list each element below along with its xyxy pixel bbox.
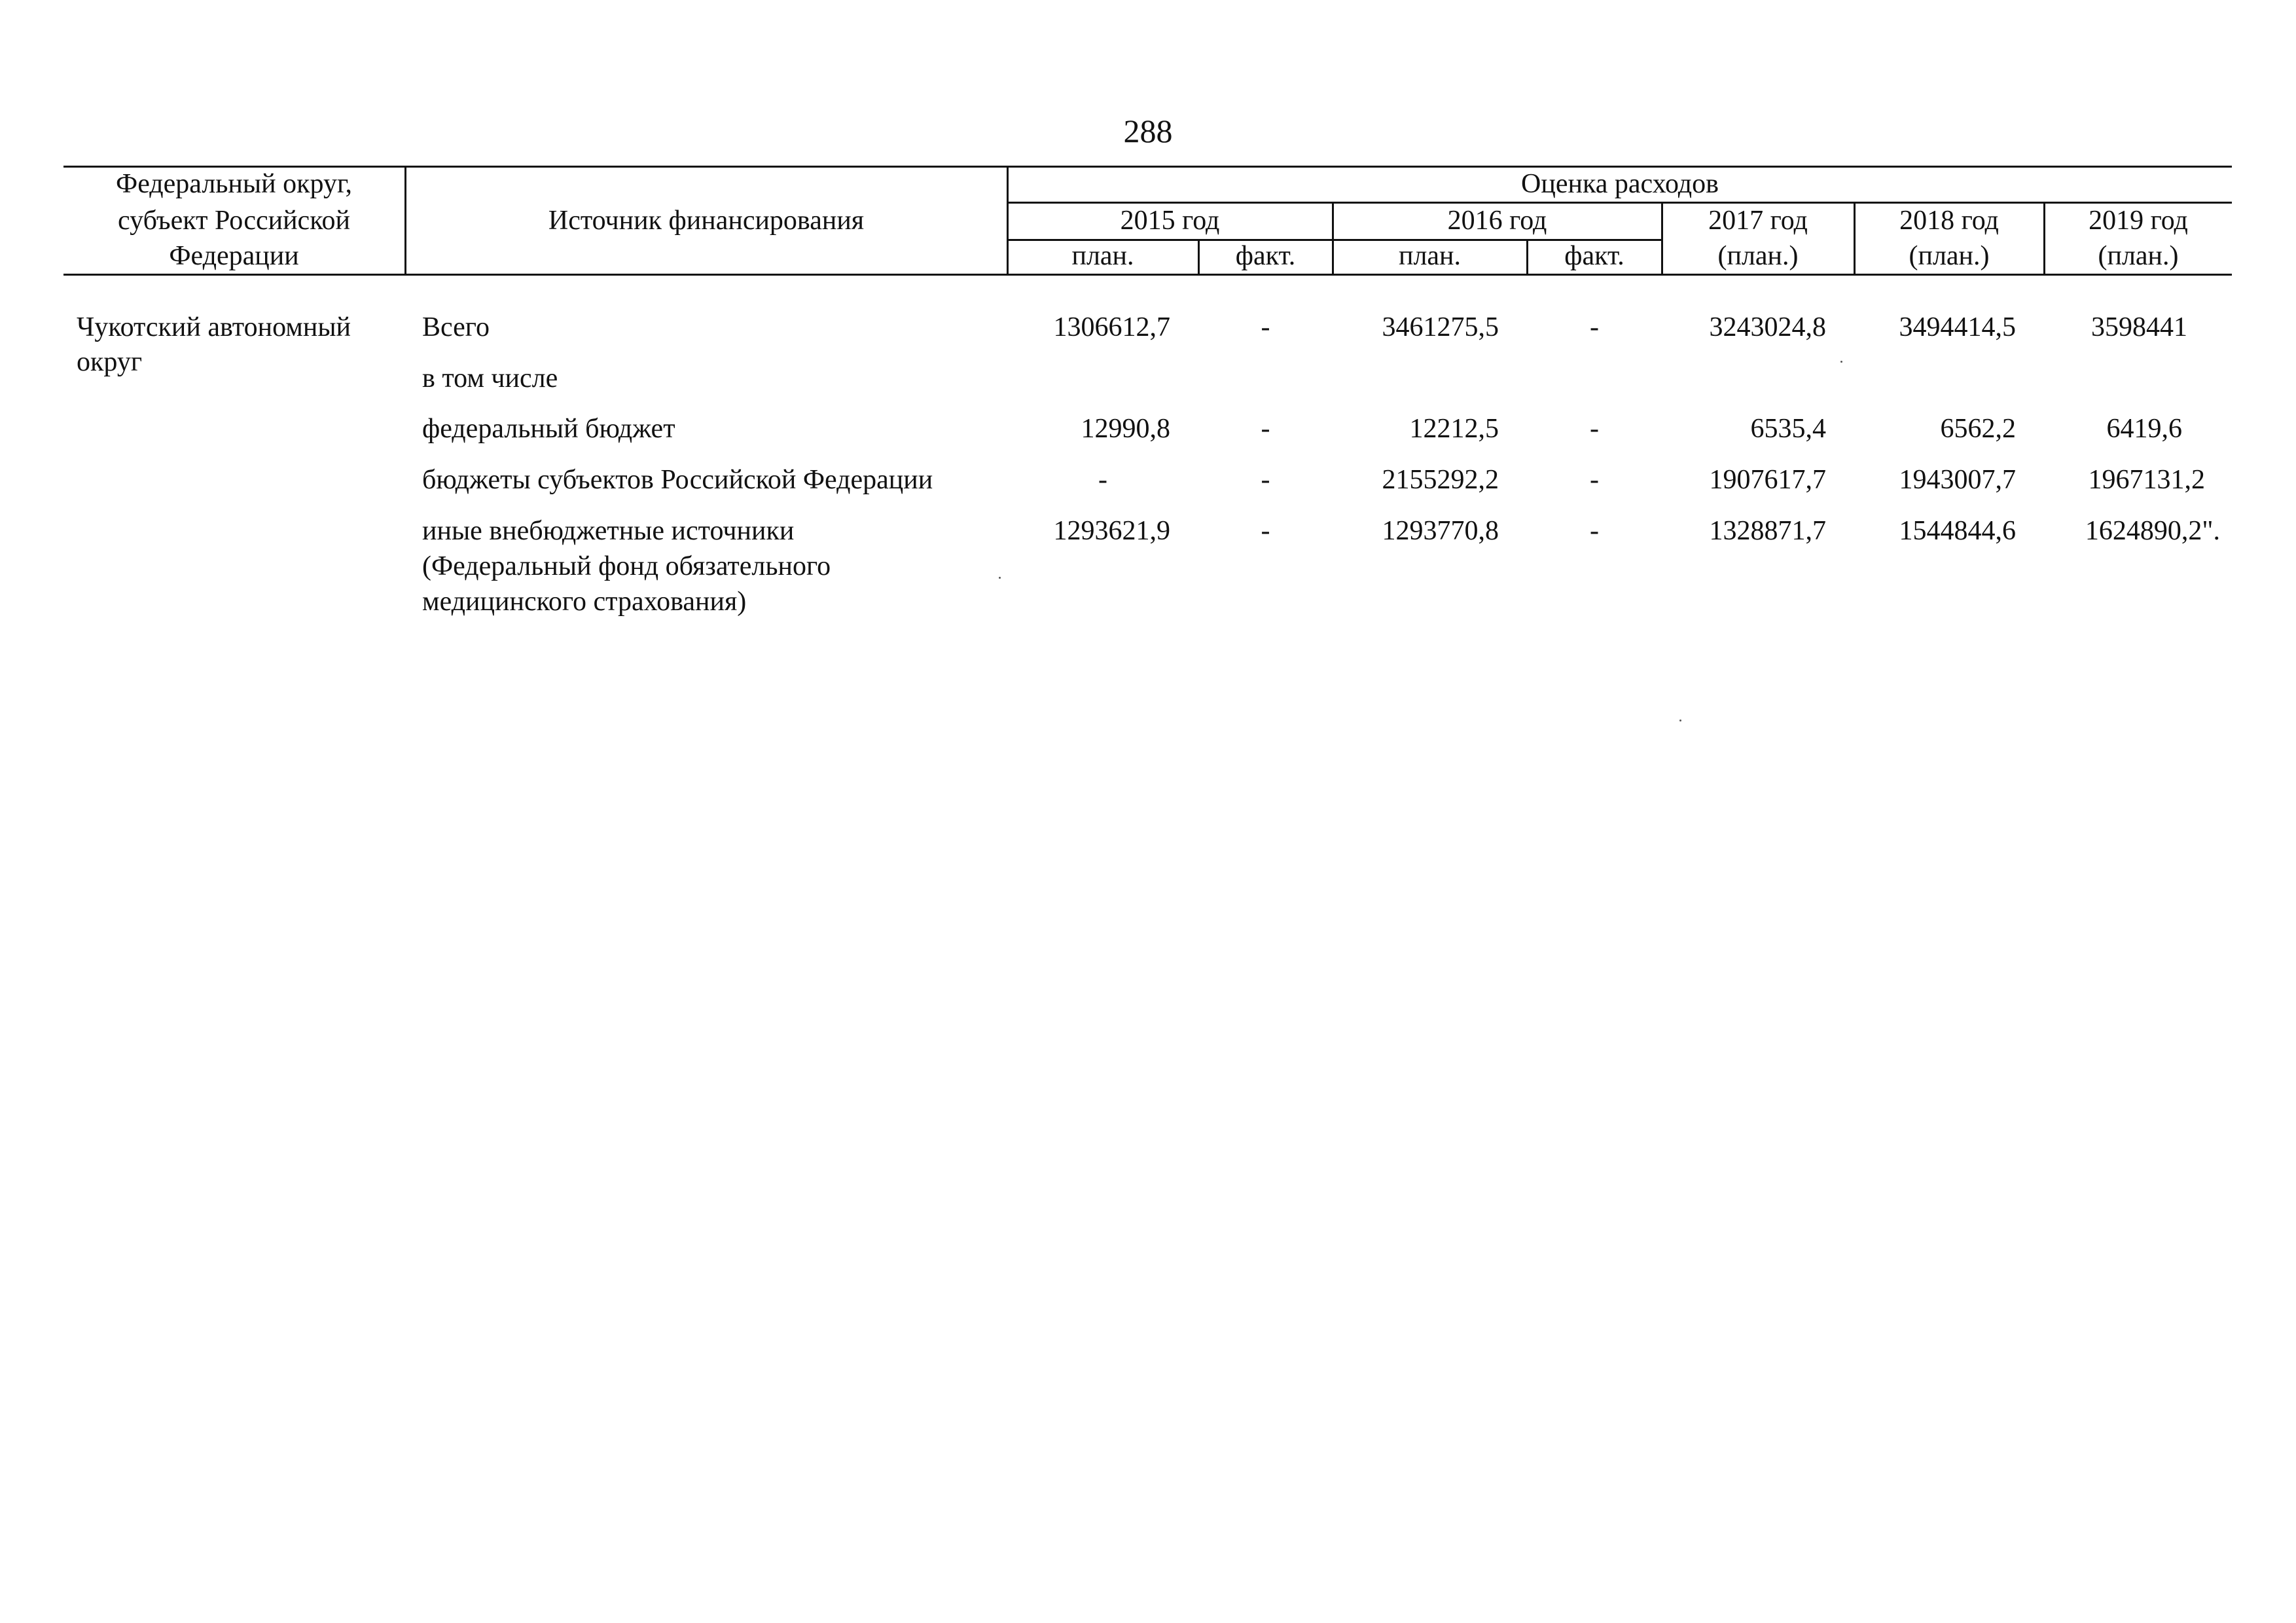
header-2015: 2015 год — [1120, 206, 1220, 236]
scan-speck — [1840, 361, 1842, 363]
header-2017: 2017 год — [1708, 206, 1808, 236]
row-federal-source: федеральный бюджет — [422, 414, 675, 444]
row-regional-2015-fact: - — [1261, 465, 1270, 495]
row-other-2016-fact: - — [1590, 516, 1599, 546]
header-source: Источник финансирования — [548, 206, 865, 236]
row-federal-2015-plan: 12990,8 — [1081, 414, 1170, 444]
row-other-2015-plan: 1293621,9 — [1053, 516, 1170, 546]
header-2018-plan: (план.) — [1909, 241, 1990, 271]
scan-speck — [999, 577, 1001, 579]
row-federal-2016-plan: 12212,5 — [1409, 414, 1499, 444]
region-name-line-2: округ — [77, 347, 143, 377]
row-including-source: в том числе — [422, 363, 558, 393]
header-2017-plan: (план.) — [1717, 241, 1799, 271]
row-federal-2017: 6535,4 — [1750, 414, 1826, 444]
row-total-2017: 3243024,8 — [1709, 312, 1826, 342]
header-2016-plan: план. — [1398, 241, 1462, 271]
row-total-2016-fact: - — [1590, 312, 1599, 342]
row-other-2019: 1624890,2". — [2085, 516, 2220, 546]
header-2019-plan: (план.) — [2098, 241, 2179, 271]
row-regional-2016-fact: - — [1590, 465, 1599, 495]
region-name-line-1: Чукотский автономный — [77, 312, 351, 342]
header-2015-plan: план. — [1071, 241, 1134, 271]
row-federal-2019: 6419,6 — [2106, 414, 2182, 444]
row-regional-2017: 1907617,7 — [1709, 465, 1826, 495]
header-estimate: Оценка расходов — [1521, 169, 1719, 199]
row-regional-2018: 1943007,7 — [1899, 465, 2016, 495]
row-regional-2019: 1967131,2 — [2088, 465, 2205, 495]
header-2016: 2016 год — [1447, 206, 1547, 236]
row-total-source: Всего — [422, 312, 490, 342]
row-total-2018: 3494414,5 — [1899, 312, 2016, 342]
row-other-2016-plan: 1293770,8 — [1382, 516, 1499, 546]
header-2019: 2019 год — [2089, 206, 2188, 236]
row-federal-2018: 6562,2 — [1940, 414, 2016, 444]
header-2018: 2018 год — [1899, 206, 1999, 236]
header-region-line-3: Федерации — [169, 241, 299, 271]
table-header-bottom-rule — [63, 274, 2232, 276]
row-other-2015-fact: - — [1261, 516, 1270, 546]
header-2016-fact: факт. — [1564, 241, 1624, 271]
row-federal-2015-fact: - — [1261, 414, 1270, 444]
row-regional-source: бюджеты субъектов Российской Федерации — [422, 465, 933, 495]
row-regional-2016-plan: 2155292,2 — [1382, 465, 1499, 495]
row-federal-2016-fact: - — [1590, 414, 1599, 444]
header-region-line-2: субъект Российской — [118, 206, 350, 236]
row-total-2015-fact: - — [1261, 312, 1270, 342]
row-other-source-line-1: иные внебюджетные источники — [422, 516, 795, 546]
row-total-2016-plan: 3461275,5 — [1382, 312, 1499, 342]
row-regional-2015-plan: - — [1098, 465, 1107, 495]
row-other-source-line-2: (Федеральный фонд обязательного — [422, 551, 831, 581]
row-total-2015-plan: 1306612,7 — [1053, 312, 1170, 342]
estimate-header-rule — [1008, 202, 2232, 204]
header-region-line-1: Федеральный округ, — [116, 169, 352, 199]
page-number: 288 — [1123, 113, 1173, 149]
row-other-2018: 1544844,6 — [1899, 516, 2016, 546]
row-other-source-line-3: медицинского страхования) — [422, 587, 747, 617]
scan-speck — [1679, 720, 1681, 721]
row-total-2019: 3598441 — [2091, 312, 2187, 342]
header-2015-fact: факт. — [1235, 241, 1296, 271]
row-other-2017: 1328871,7 — [1709, 516, 1826, 546]
